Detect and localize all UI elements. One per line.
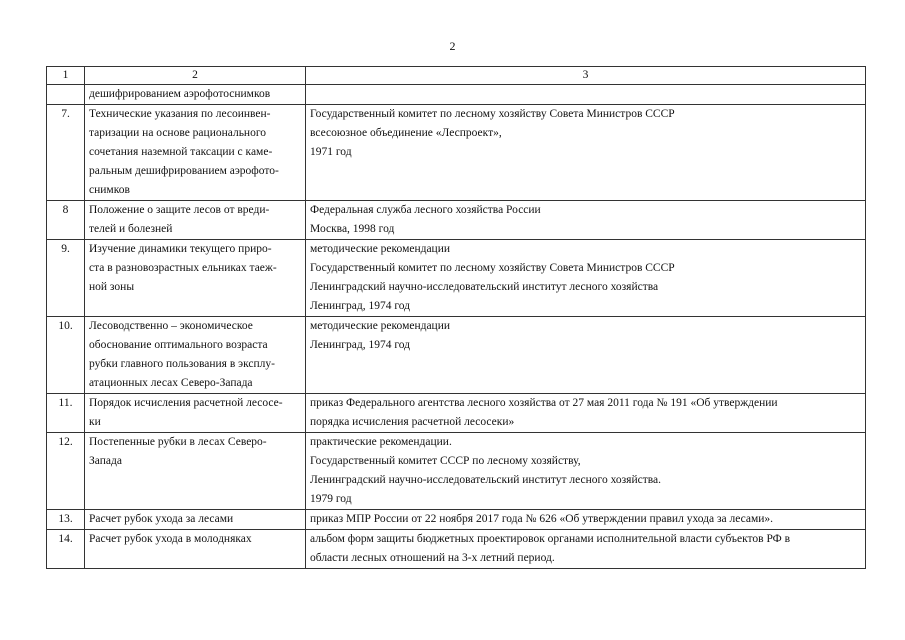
source-line: 1971 год <box>310 146 352 158</box>
document-source <box>306 105 866 201</box>
document-title <box>85 394 306 433</box>
table-row <box>47 510 866 530</box>
row-number: 9. <box>47 240 85 317</box>
document-title <box>85 201 306 240</box>
row-number: 13. <box>47 510 85 530</box>
row-number: 14. <box>47 530 85 569</box>
source-line: практические рекомендации. <box>310 436 452 448</box>
document-source <box>306 240 866 317</box>
table-row <box>47 240 866 317</box>
source-line: методические рекомендации <box>310 243 451 255</box>
title-line: Постепенные рубки в лесах Северо- <box>89 436 267 448</box>
row-number: 8 <box>47 201 85 240</box>
source-line: Москва, 1998 год <box>310 223 395 235</box>
table-row <box>47 433 866 510</box>
title-line: Технические указания по лесоинвен- <box>89 108 271 120</box>
title-line: Изучение динамики текущего приро- <box>89 243 272 255</box>
document-source <box>306 433 866 510</box>
source-line: Ленинградский научно-исследовательский институт лесного хозяйства. <box>310 474 662 486</box>
document-title <box>85 85 306 105</box>
row-number: 7. <box>47 105 85 201</box>
document-title <box>85 530 306 569</box>
document-source <box>306 317 866 394</box>
document-title <box>85 240 306 317</box>
source-line: Ленинград, 1974 год <box>310 339 411 351</box>
row-number: 12. <box>47 433 85 510</box>
title-line: Запада <box>89 455 122 467</box>
document-title <box>85 433 306 510</box>
title-line: сочетания наземной таксации с каме- <box>89 146 273 158</box>
document-title <box>85 510 306 530</box>
source-line: области лесных отношений на 3-х летний период. <box>310 552 555 564</box>
table-row <box>47 201 866 240</box>
source-line: Ленинград, 1974 год <box>310 300 411 312</box>
document-source <box>306 394 866 433</box>
title-line: таризации на основе рационального <box>89 127 267 139</box>
document-title <box>85 105 306 201</box>
title-line: Расчет рубок ухода за лесами <box>89 513 234 525</box>
document-source <box>306 85 866 105</box>
header-col-3: 3 <box>306 67 866 85</box>
title-line: ральным дешифрированием аэрофото- <box>89 165 279 177</box>
source-line: порядка исчисления расчетной лесосеки» <box>310 416 515 428</box>
source-line: Государственный комитет по лесному хозяйству Совета Министров СССР <box>310 262 675 274</box>
source-line: методические рекомендации <box>310 320 451 332</box>
table-row <box>47 394 866 433</box>
title-line: Расчет рубок ухода в молодняках <box>89 533 252 545</box>
title-line: Лесоводственно – экономическое <box>89 320 253 332</box>
source-line: 1979 год <box>310 493 352 505</box>
page-number: 2 <box>449 39 456 53</box>
source-line: приказ Федерального агентства лесного хозяйства от 27 мая 2011 года № 191 «Об утверждении <box>310 397 778 409</box>
title-line: рубки главного пользования в эксплу- <box>89 358 275 370</box>
source-line: Ленинградский научно-исследовательский институт лесного хозяйства <box>310 281 659 293</box>
title-line: Порядок исчисления расчетной лесосе- <box>89 397 283 409</box>
reference-table <box>46 66 866 569</box>
table-row <box>47 85 866 105</box>
source-line: Государственный комитет по лесному хозяйству Совета Министров СССР <box>310 108 675 120</box>
table-row <box>47 317 866 394</box>
title-line: ной зоны <box>89 281 135 293</box>
table-header-row <box>47 67 866 85</box>
title-line: ки <box>89 416 101 428</box>
row-number: 11. <box>47 394 85 433</box>
title-line: телей и болезней <box>89 223 173 235</box>
document-source <box>306 201 866 240</box>
table-row <box>47 105 866 201</box>
title-line: снимков <box>89 184 130 196</box>
title-line: атационных лесах Северо-Запада <box>89 377 253 389</box>
document-title <box>85 317 306 394</box>
header-col-2: 2 <box>85 67 306 85</box>
source-line: Государственный комитет СССР по лесному хозяйству, <box>310 455 581 467</box>
document-source <box>306 510 866 530</box>
source-line: Федеральная служба лесного хозяйства России <box>310 204 541 216</box>
title-line: ста в разновозрастных ельниках таеж- <box>89 262 277 274</box>
row-number <box>47 85 85 105</box>
source-line: альбом форм защиты бюджетных проектировок органами исполнительной власти субъектов РФ в <box>310 533 791 545</box>
source-line: всесоюзное объединение «Леспроект», <box>310 127 502 139</box>
document-source <box>306 530 866 569</box>
title-line: дешифрированием аэрофотоснимков <box>89 88 271 100</box>
row-number: 10. <box>47 317 85 394</box>
title-line: обоснование оптимального возраста <box>89 339 268 351</box>
source-line: приказ МПР России от 22 ноября 2017 года № 626 «Об утверждении правил ухода за лесами». <box>310 513 774 525</box>
header-col-1: 1 <box>47 67 85 85</box>
table-row <box>47 530 866 569</box>
title-line: Положение о защите лесов от вреди- <box>89 204 270 216</box>
